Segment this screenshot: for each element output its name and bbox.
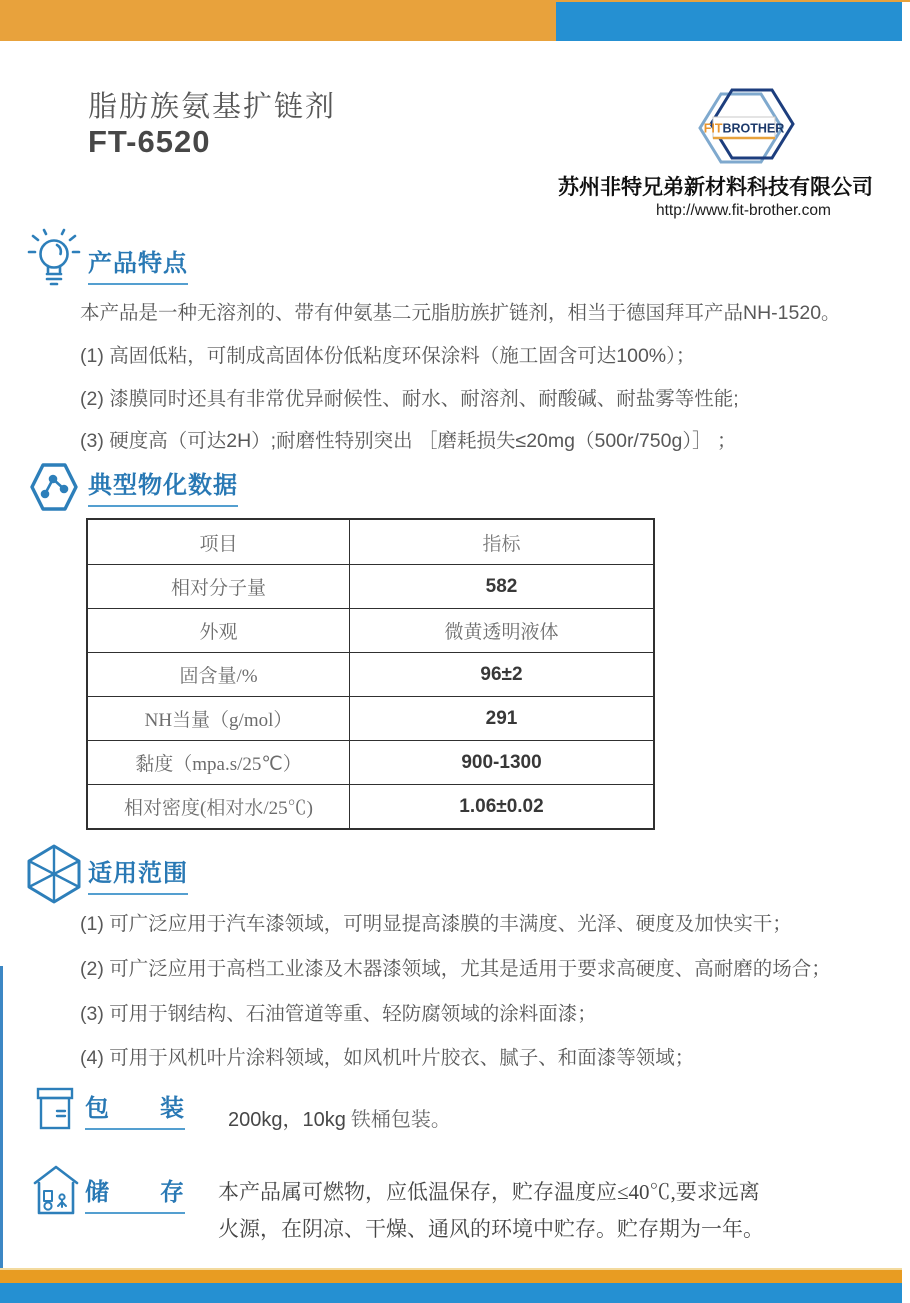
applications-item-2: (2) 可广泛应用于高档工业漆及木器漆领域，尤其是适用于要求高硬度、高耐磨的场合；	[80, 958, 831, 980]
row-label: 外观	[88, 609, 350, 652]
section-heading-features: 产品特点	[88, 243, 188, 285]
features-item-3: (3) 硬度高（可达2H）;耐磨性特别突出 ［磨耗损失≤20mg（500r/750g）］ ；	[80, 430, 737, 452]
row-label: 相对密度(相对水/25℃)	[88, 785, 350, 828]
row-value: 291	[485, 707, 518, 729]
top-bar-orange	[0, 0, 556, 41]
row-value: 1.06±0.02	[459, 795, 544, 817]
table-header-value: 指标	[482, 533, 521, 555]
warehouse-icon	[33, 1164, 79, 1216]
package-box-icon	[34, 1086, 76, 1132]
storage-line-2: 火源，在阴凉、干燥、通风的环境中贮存。贮存期为一年。	[218, 1217, 764, 1241]
row-label: NH当量（g/mol）	[88, 697, 350, 740]
table-row	[88, 696, 653, 740]
section-heading-packaging: 包 装	[85, 1088, 185, 1130]
company-website: http://www.fit-brother.com	[656, 202, 831, 219]
applications-item-3: (3) 可用于钢结构、石油管道等重、轻防腐领域的涂料面漆；	[80, 1003, 597, 1025]
section-heading-properties: 典型物化数据	[88, 465, 238, 507]
table-header-row	[88, 520, 653, 564]
row-value: 900-1300	[461, 751, 542, 773]
fitbrother-logo	[696, 82, 796, 172]
cube-wireframe-icon	[24, 842, 84, 904]
row-value: 96±2	[480, 663, 523, 685]
product-title: 脂肪族氨基扩链剂	[88, 91, 337, 123]
features-item-1: (1) 高固低粘，可制成高固体份低粘度环保涂料（施工固含可达100%）；	[80, 345, 696, 367]
section-heading-applications: 适用范围	[88, 853, 188, 895]
row-value: 微黄透明液体	[444, 622, 559, 643]
lightbulb-icon	[27, 227, 81, 293]
row-label: 相对分子量	[88, 565, 350, 608]
row-label: 黏度（mpa.s/25℃）	[88, 741, 350, 784]
product-code: FT-6520	[88, 124, 211, 159]
top-bar-blue	[556, 2, 902, 41]
properties-table	[86, 518, 655, 830]
svg-text:FITBROTHER: FITBROTHER	[703, 121, 785, 136]
features-intro: 本产品是一种无溶剂的、带有仲氨基二元脂肪族扩链剂，相当于德国拜耳产品NH-1520。	[80, 302, 841, 324]
applications-item-1: (1) 可广泛应用于汽车漆领域，可明显提高漆膜的丰满度、光泽、硬度及加快实干；	[80, 913, 792, 935]
bottom-bar-orange	[0, 1268, 902, 1283]
applications-item-4: (4) 可用于风机叶片涂料领域，如风机叶片胶衣、腻子、和面漆等领域；	[80, 1047, 695, 1069]
features-item-2: (2) 漆膜同时还具有非常优异耐候性、耐水、耐溶剂、耐酸碱、耐盐雾等性能;	[80, 388, 739, 410]
company-name: 苏州非特兄弟新材料科技有限公司	[558, 176, 873, 199]
section-heading-storage: 储 存	[85, 1172, 185, 1214]
left-edge-line	[0, 966, 3, 1268]
storage-line-1: 本产品属可燃物，应低温保存，贮存温度应≤40℃,要求远离	[218, 1180, 760, 1204]
table-row	[88, 608, 653, 652]
packaging-text	[228, 1103, 451, 1132]
table-header-label: 项目	[88, 520, 350, 564]
packaging-rest: 铁桶包装。	[345, 1109, 451, 1131]
molecule-hexagon-icon	[25, 458, 83, 516]
table-row	[88, 784, 653, 828]
bottom-bar-blue	[0, 1283, 902, 1303]
packaging-amount: 200kg，10kg	[228, 1109, 346, 1131]
table-row	[88, 564, 653, 608]
table-row	[88, 740, 653, 784]
storage-text	[218, 1174, 764, 1248]
row-label: 固含量/%	[88, 653, 350, 696]
table-row	[88, 652, 653, 696]
row-value: 582	[485, 575, 518, 597]
